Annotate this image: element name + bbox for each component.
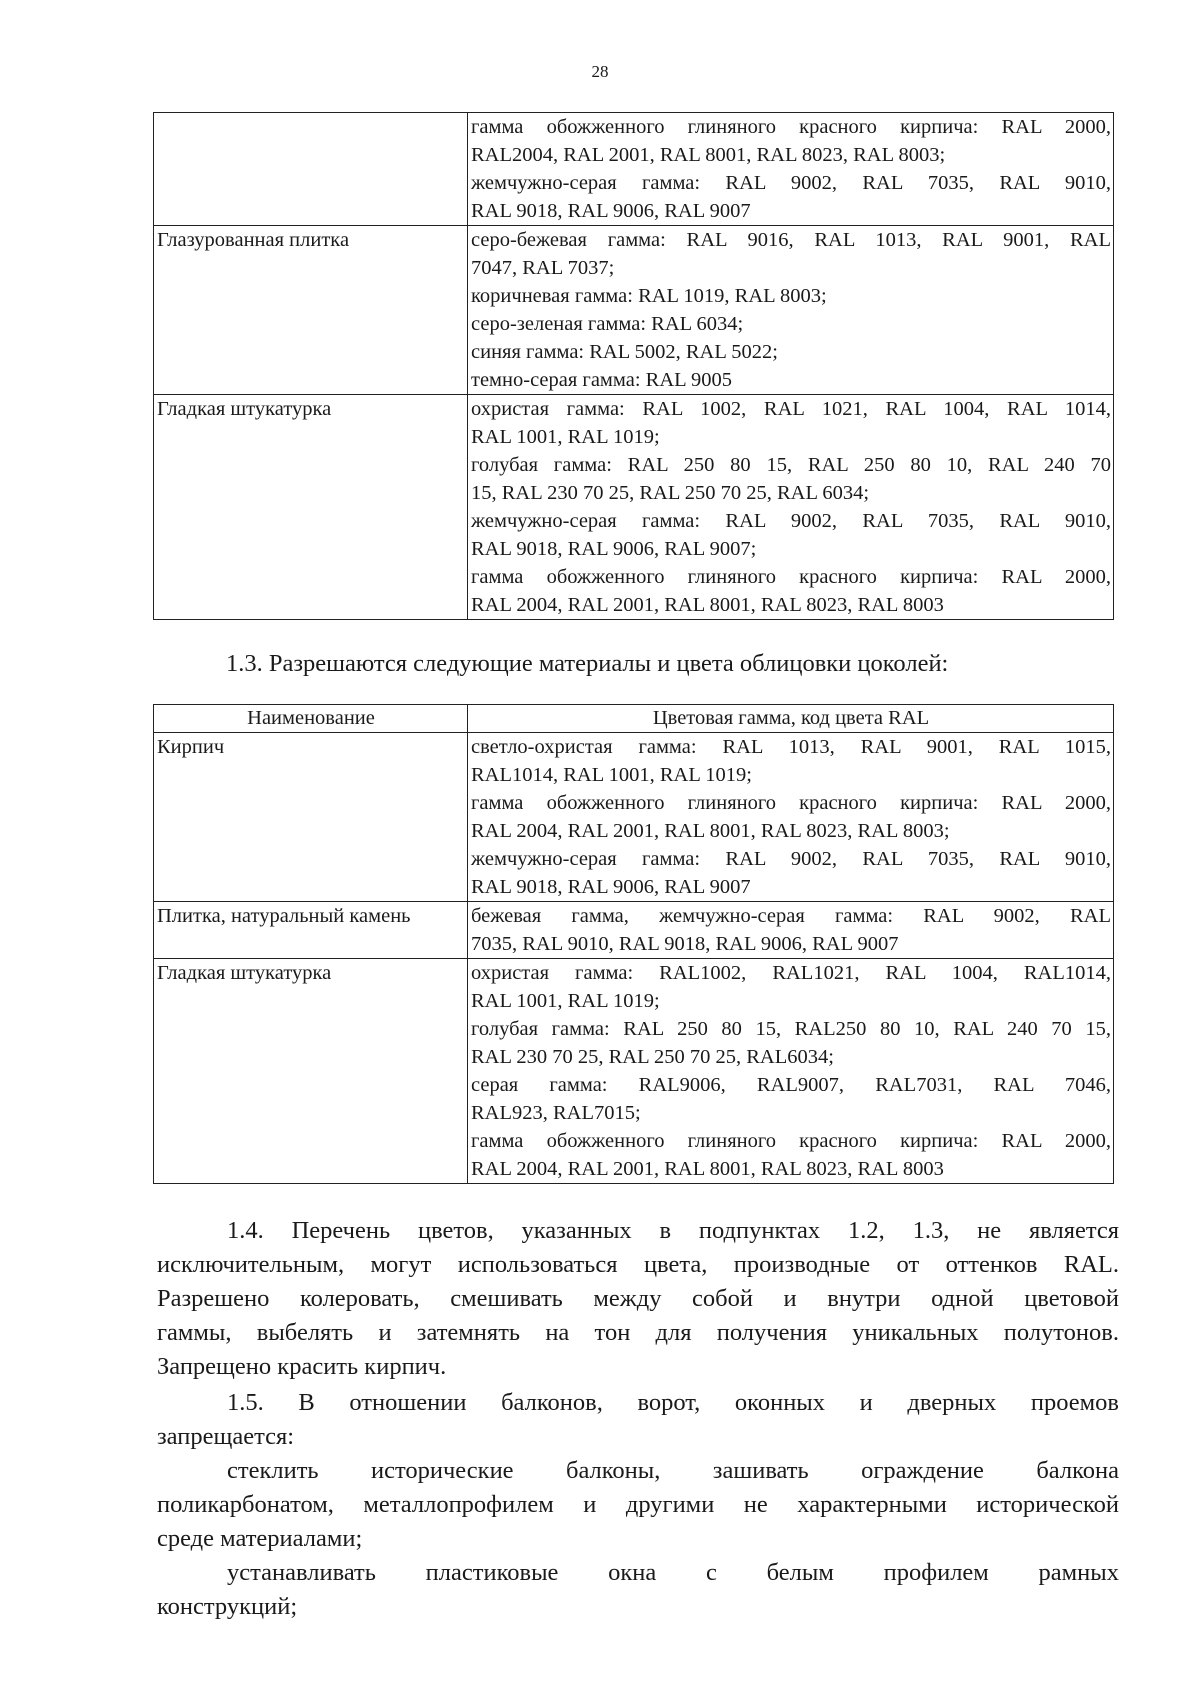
color-range-line: коричневая гамма: RAL 1019, RAL 8003; <box>471 285 827 307</box>
paragraph-line: запрещается: <box>157 1423 295 1450</box>
color-range-line: охристая гамма: RAL 1002, RAL 1021, RAL 1004, RAL 1014, <box>471 398 1111 420</box>
paragraph-line: поликарбонатом, металлопрофилем и другими не характерными исторической <box>157 1491 1119 1518</box>
table-body <box>154 733 1114 1184</box>
material-name-cell: Плитка, натуральный камень <box>154 902 468 959</box>
color-range-line: голубая гамма: RAL 250 80 15, RAL 250 80 10, RAL 240 70 <box>471 454 1111 476</box>
color-range-cell <box>468 733 1114 902</box>
color-range-line: гамма обожженного глиняного красного кирпича: RAL 2000, <box>471 566 1111 588</box>
material-name-cell: Гладкая штукатурка <box>154 959 468 1184</box>
table-row <box>154 395 1114 620</box>
color-range-line: 15, RAL 230 70 25, RAL 250 70 25, RAL 6034; <box>471 482 870 504</box>
color-range-line: RAL 2004, RAL 2001, RAL 8001, RAL 8023, RAL 8003 <box>471 594 944 616</box>
color-range-line: RAL 9018, RAL 9006, RAL 9007 <box>471 200 751 222</box>
color-range-line: RAL1014, RAL 1001, RAL 1019; <box>471 764 752 786</box>
color-range-line: RAL 2004, RAL 2001, RAL 8001, RAL 8023, RAL 8003 <box>471 1158 944 1180</box>
color-range-cell <box>468 226 1114 395</box>
color-range-line: серая гамма: RAL9006, RAL9007, RAL7031, RAL 7046, <box>471 1074 1111 1096</box>
color-range-line: RAL 230 70 25, RAL 250 70 25, RAL6034; <box>471 1046 834 1068</box>
table-row <box>154 959 1114 1184</box>
column-header-color-range: Цветовая гамма, код цвета RAL <box>468 705 1114 733</box>
color-range-line: RAL 1001, RAL 1019; <box>471 990 660 1012</box>
color-range-line: охристая гамма: RAL1002, RAL1021, RAL 1004, RAL1014, <box>471 962 1111 984</box>
paragraph-line: 1.4. Перечень цветов, указанных в подпунктах 1.2, 1.3, не является <box>227 1217 1119 1244</box>
material-name-cell: Глазурованная плитка <box>154 226 468 395</box>
paragraph-line: исключительным, могут использоваться цвета, производные от оттенков RAL. <box>157 1251 1119 1278</box>
color-range-line: RAL 9018, RAL 9006, RAL 9007; <box>471 538 757 560</box>
paragraph-line: Разрешено колеровать, смешивать между собой и внутри одной цветовой <box>157 1285 1119 1312</box>
color-range-line: серо-зеленая гамма: RAL 6034; <box>471 313 744 335</box>
page-number: 28 <box>591 62 609 81</box>
material-name-cell: Гладкая штукатурка <box>154 395 468 620</box>
material-name-cell: Кирпич <box>154 733 468 902</box>
section-1-3-heading: 1.3. Разрешаются следующие материалы и цвета облицовки цоколей: <box>226 650 949 677</box>
color-range-cell <box>468 902 1114 959</box>
paragraph-line: гаммы, выбелять и затемнять на тон для получения уникальных полутонов. <box>157 1319 1119 1346</box>
table-row <box>154 113 1114 226</box>
facade-colors-table-continued <box>153 112 1114 620</box>
color-range-line: RAL923, RAL7015; <box>471 1102 641 1124</box>
paragraph-line: среде материалами; <box>157 1525 363 1552</box>
color-range-line: голубая гамма: RAL 250 80 15, RAL250 80 10, RAL 240 70 15, <box>471 1018 1111 1040</box>
color-range-line: светло-охристая гамма: RAL 1013, RAL 9001, RAL 1015, <box>471 736 1111 758</box>
color-range-line: синяя гамма: RAL 5002, RAL 5022; <box>471 341 778 363</box>
color-range-cell <box>468 113 1114 226</box>
color-range-line: жемчужно-серая гамма: RAL 9002, RAL 7035, RAL 9010, <box>471 848 1111 870</box>
table-row <box>154 733 1114 902</box>
color-range-line: RAL 9018, RAL 9006, RAL 9007 <box>471 876 751 898</box>
paragraph-line: 1.5. В отношении балконов, ворот, оконных и дверных проемов <box>227 1389 1119 1416</box>
table-row <box>154 226 1114 395</box>
color-range-cell <box>468 395 1114 620</box>
section-1-5-paragraph <box>157 1386 1119 1624</box>
table-body <box>154 113 1114 620</box>
color-range-cell <box>468 959 1114 1184</box>
paragraph-line: конструкций; <box>157 1593 298 1620</box>
color-range-line: серо-бежевая гамма: RAL 9016, RAL 1013, RAL 9001, RAL <box>471 229 1111 251</box>
color-range-line: 7047, RAL 7037; <box>471 257 615 279</box>
section-1-4-paragraph <box>157 1214 1119 1384</box>
color-range-line: жемчужно-серая гамма: RAL 9002, RAL 7035, RAL 9010, <box>471 510 1111 532</box>
color-range-line: гамма обожженного глиняного красного кирпича: RAL 2000, <box>471 1130 1111 1152</box>
paragraph-line: Запрещено красить кирпич. <box>157 1353 447 1380</box>
color-range-line: темно-серая гамма: RAL 9005 <box>471 369 733 391</box>
table-row <box>154 902 1114 959</box>
material-name-cell <box>154 113 468 226</box>
color-range-line: RAL 2004, RAL 2001, RAL 8001, RAL 8023, RAL 8003; <box>471 820 950 842</box>
color-range-line: бежевая гамма, жемчужно-серая гамма: RAL 9002, RAL <box>471 905 1111 927</box>
color-range-line: 7035, RAL 9010, RAL 9018, RAL 9006, RAL 9007 <box>471 933 899 955</box>
color-range-line: гамма обожженного глиняного красного кирпича: RAL 2000, <box>471 116 1111 138</box>
table-header-row <box>154 705 1114 733</box>
paragraph-line: стеклить исторические балконы, зашивать ограждение балкона <box>227 1457 1119 1484</box>
color-range-line: RAL2004, RAL 2001, RAL 8001, RAL 8023, RAL 8003; <box>471 144 946 166</box>
column-header-name: Наименование <box>154 705 468 733</box>
color-range-line: гамма обожженного глиняного красного кирпича: RAL 2000, <box>471 792 1111 814</box>
color-range-line: RAL 1001, RAL 1019; <box>471 426 660 448</box>
color-range-line: жемчужно-серая гамма: RAL 9002, RAL 7035, RAL 9010, <box>471 172 1111 194</box>
paragraph-line: устанавливать пластиковые окна с белым профилем рамных <box>227 1559 1119 1586</box>
plinth-colors-table <box>153 704 1114 1184</box>
